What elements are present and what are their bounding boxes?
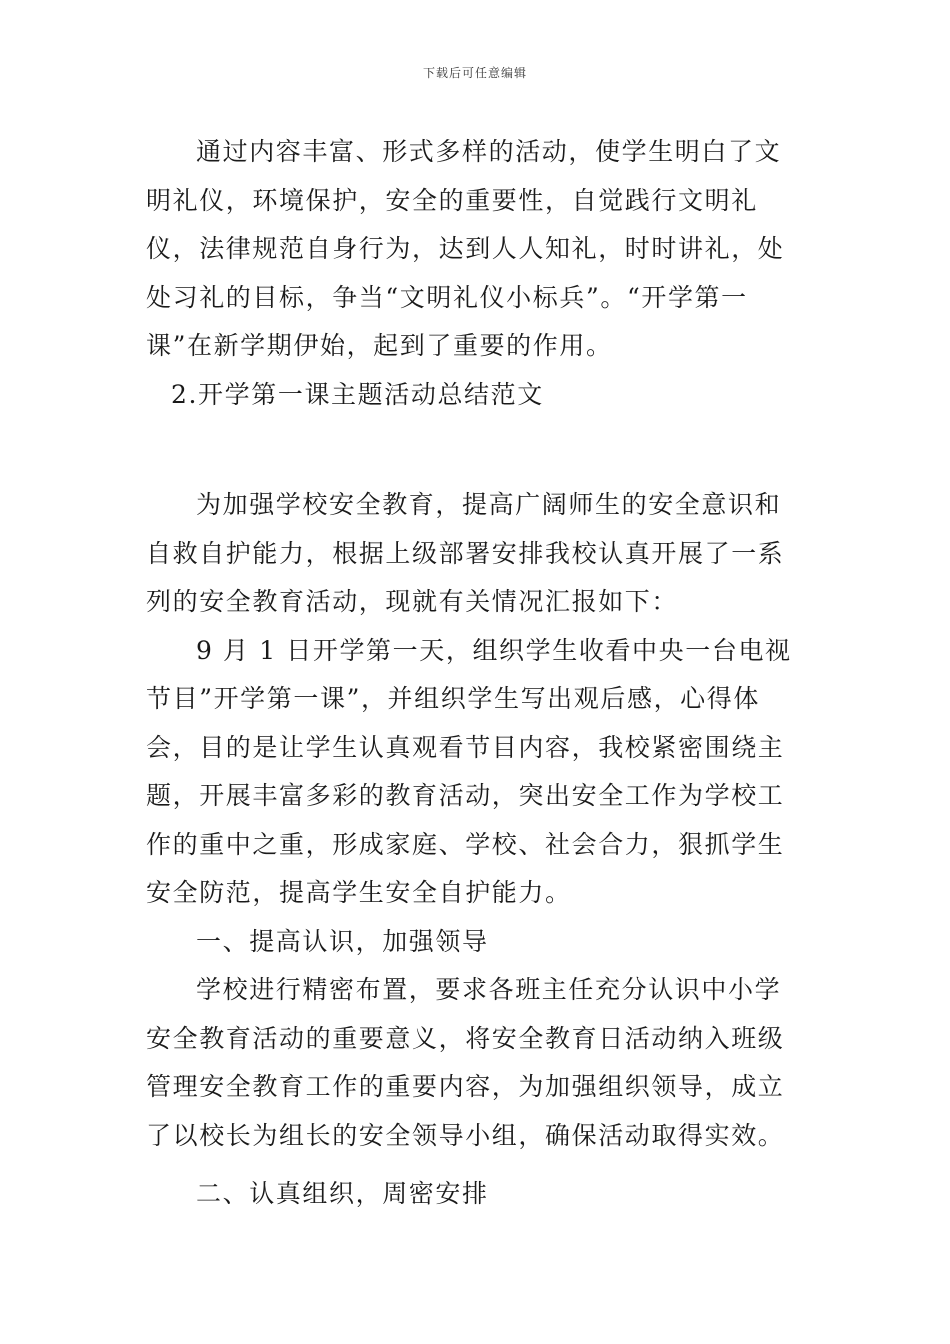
paragraph-4: 学校进行精密布置，要求各班主任充分认识中小学安全教育活动的重要意义，将安全教育日活动纳入班级管理安全教育工作的重要内容，为加强组织领导，成立了以校长为组长的安全领导小组，确保活动取得实效。 [146,975,785,1150]
paragraph-1: 通过内容丰富、形式多样的活动，使学生明白了文明礼仪，环境保护，安全的重要性，自觉践行文明礼仪，法律规范自身行为，达到人人知礼，时时讲礼，处处习礼的目标，争当“文明礼仪小标兵”。“开学第一课”在新学期伊始，起到了重要的作用。 [146,137,785,360]
subheading-2: 二、认真组织，周密安排 [196,1179,489,1208]
paragraph-2: 为加强学校安全教育，提高广阔师生的安全意识和自救自护能力，根据上级部署安排我校认真开展了一系列的安全教育活动，现就有关情况汇报如下： [146,490,785,616]
subheading-1: 一、提高认识，加强领导 [196,926,489,956]
section-heading-2: 2.开学第一课主题活动总结范文 [171,379,544,409]
document-body [146,128,806,1219]
paragraph-3: 9 月 1 日开学第一天，组织学生收看中央一台电视节目”开学第一课”，并组织学生写出观后感，心得体会，目的是让学生认真观看节目内容，我校紧密围绕主题，开展丰富多彩的教育活动，突出安全工作为学校工作的重中之重，形成家庭、学校、社会合力，狠抓学生安全防范，提高学生安全自护能力。 [146,635,792,907]
header-note: 下载后可任意编辑 [422,66,527,80]
blank-gap [146,419,806,481]
